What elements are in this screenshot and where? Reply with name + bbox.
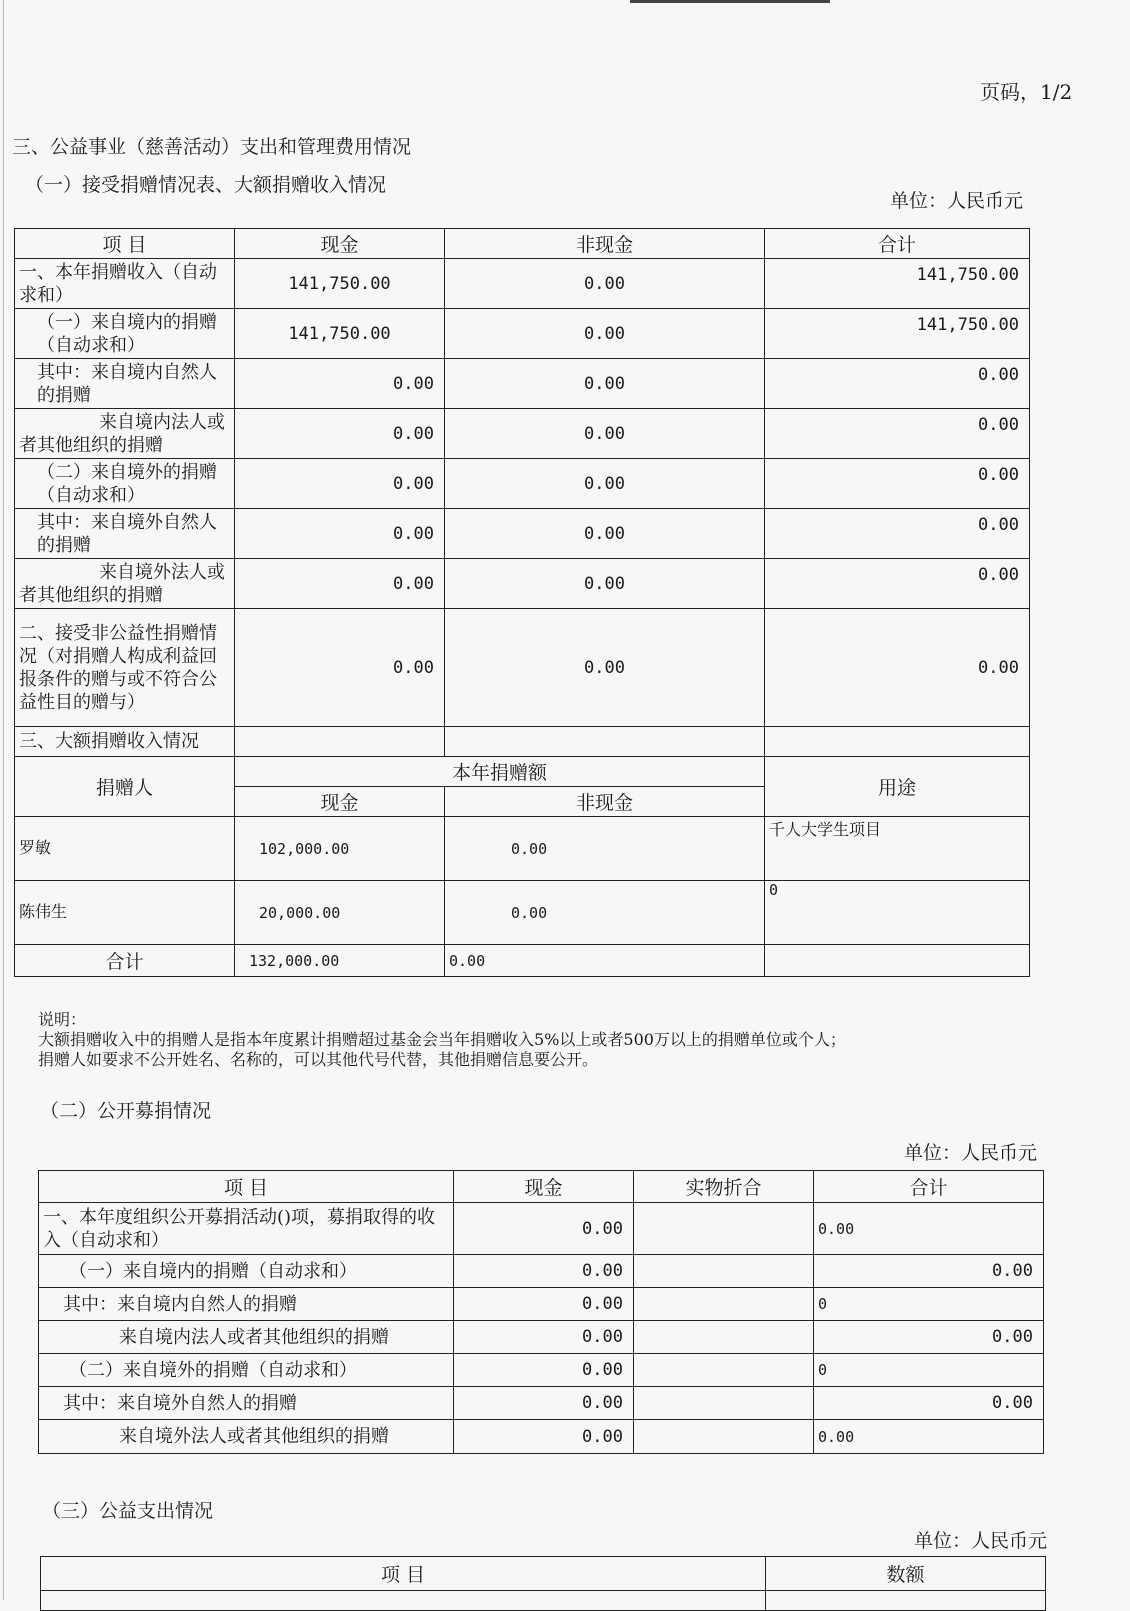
cell-noncash: 0.00 xyxy=(445,509,765,559)
cell-total: 0.00 xyxy=(814,1203,1044,1255)
header-item: 项 目 xyxy=(15,229,235,259)
row-label: 来自境外法人或者其他组织的捐赠 xyxy=(15,559,235,609)
donor-cash: 102,000.00 xyxy=(235,817,445,881)
cell-noncash: 0.00 xyxy=(445,459,765,509)
cell-total: 141,750.00 xyxy=(765,309,1030,359)
cell-noncash: 0.00 xyxy=(445,409,765,459)
cell-inkind xyxy=(634,1387,814,1420)
header-amount: 本年捐赠额 xyxy=(235,757,765,787)
cell-total: 0 xyxy=(814,1354,1044,1387)
sum-label: 合计 xyxy=(15,945,235,977)
subsection-2-title: （二）公开募捐情况 xyxy=(40,1100,212,1122)
row-label: 其中：来自境外自然人的捐赠 xyxy=(39,1387,454,1420)
header-item: 项 目 xyxy=(39,1171,454,1203)
cell-cash: 0.00 xyxy=(235,509,445,559)
cell-cash: 0.00 xyxy=(235,459,445,509)
cell-cash: 0.00 xyxy=(454,1420,634,1454)
cell-cash: 0.00 xyxy=(235,559,445,609)
cell-total: 0.00 xyxy=(765,409,1030,459)
cell-cash: 0.00 xyxy=(235,609,445,727)
cell-noncash: 0.00 xyxy=(445,259,765,309)
cell-cash: 0.00 xyxy=(454,1288,634,1321)
row-label: （二）来自境外的捐赠（自动求和） xyxy=(15,459,235,509)
note-line-1: 大额捐赠收入中的捐赠人是指本年度累计捐赠超过基金会当年捐赠收入5%以上或者500万以上的捐赠单位或个人； xyxy=(38,1030,846,1049)
subsection-1-title: （一）接受捐赠情况表、大额捐赠收入情况 xyxy=(25,174,387,196)
public-fundraising-table xyxy=(38,1170,1044,1454)
cell-cash: 0.00 xyxy=(454,1354,634,1387)
empty-cell xyxy=(41,1591,766,1611)
cell-cash: 0.00 xyxy=(454,1321,634,1354)
row-label: （一）来自境内的捐赠（自动求和） xyxy=(39,1255,454,1288)
cell-cash: 0.00 xyxy=(235,359,445,409)
header-donor: 捐赠人 xyxy=(15,757,235,817)
cell-total: 0.00 xyxy=(765,559,1030,609)
cell-inkind xyxy=(634,1203,814,1255)
row-label: 其中：来自境外自然人的捐赠 xyxy=(15,509,235,559)
row-label: 一、本年捐赠收入（自动求和） xyxy=(15,259,235,309)
row-label: 一、本年度组织公开募捐活动()项，募捐取得的收入（自动求和） xyxy=(39,1203,454,1255)
donation-income-table xyxy=(14,228,1030,977)
section-title: 三、公益事业（慈善活动）支出和管理费用情况 xyxy=(12,136,412,158)
note-block xyxy=(38,1010,846,1070)
cell-inkind xyxy=(634,1420,814,1454)
header-donor-noncash: 非现金 xyxy=(445,787,765,817)
cell-cash: 0.00 xyxy=(454,1387,634,1420)
header-amount: 数额 xyxy=(766,1557,1046,1591)
subsection-3-title: （三）公益支出情况 xyxy=(42,1500,214,1522)
cell-noncash: 0.00 xyxy=(445,359,765,409)
unit-label-3: 单位：人民币元 xyxy=(914,1530,1048,1552)
cell-inkind xyxy=(634,1255,814,1288)
page-number: 页码，1/2 xyxy=(980,80,1073,104)
header-inkind: 实物折合 xyxy=(634,1171,814,1203)
row-label: 来自境内法人或者其他组织的捐赠 xyxy=(15,409,235,459)
note-title: 说明： xyxy=(38,1010,87,1029)
header-total: 合计 xyxy=(814,1171,1044,1203)
cell-total: 0.00 xyxy=(765,359,1030,409)
donor-cash: 20,000.00 xyxy=(235,881,445,945)
row-label: 其中：来自境内自然人的捐赠 xyxy=(15,359,235,409)
unit-label-1: 单位：人民币元 xyxy=(890,190,1024,212)
empty-cell xyxy=(765,727,1030,757)
cell-inkind xyxy=(634,1354,814,1387)
sum-cash: 132,000.00 xyxy=(235,945,445,977)
cell-inkind xyxy=(634,1288,814,1321)
empty-cell xyxy=(766,1591,1046,1611)
donor-noncash: 0.00 xyxy=(445,817,765,881)
cell-total: 0.00 xyxy=(765,459,1030,509)
cell-cash: 0.00 xyxy=(454,1255,634,1288)
cell-cash: 0.00 xyxy=(235,409,445,459)
cell-cash: 0.00 xyxy=(454,1203,634,1255)
donor-name: 陈伟生 xyxy=(15,881,235,945)
header-item: 项 目 xyxy=(41,1557,766,1591)
cell-total: 0.00 xyxy=(814,1255,1044,1288)
cell-inkind xyxy=(634,1321,814,1354)
header-purpose: 用途 xyxy=(765,757,1030,817)
donor-purpose: 千人大学生项目 xyxy=(765,817,1030,881)
cell-total: 141,750.00 xyxy=(765,259,1030,309)
scan-left-edge xyxy=(3,0,4,1600)
cell-total: 0 xyxy=(814,1288,1044,1321)
empty-cell xyxy=(235,727,445,757)
header-cash: 现金 xyxy=(235,229,445,259)
note-line-2: 捐赠人如要求不公开姓名、名称的，可以其他代号代替，其他捐赠信息要公开。 xyxy=(38,1050,599,1069)
row-label: （二）来自境外的捐赠（自动求和） xyxy=(39,1354,454,1387)
row-label: 来自境内法人或者其他组织的捐赠 xyxy=(39,1321,454,1354)
donor-name: 罗敏 xyxy=(15,817,235,881)
row-label: 其中：来自境内自然人的捐赠 xyxy=(39,1288,454,1321)
cell-total: 0.00 xyxy=(765,509,1030,559)
header-cash: 现金 xyxy=(454,1171,634,1203)
header-donor-cash: 现金 xyxy=(235,787,445,817)
donor-purpose: 0 xyxy=(765,881,1030,945)
cell-noncash: 0.00 xyxy=(445,309,765,359)
row-label: 二、接受非公益性捐赠情况（对捐赠人构成利益回报条件的赠与或不符合公益性目的赠与） xyxy=(15,609,235,727)
large-donation-title: 三、大额捐赠收入情况 xyxy=(15,727,235,757)
empty-cell xyxy=(445,727,765,757)
header-noncash: 非现金 xyxy=(445,229,765,259)
unit-label-2: 单位：人民币元 xyxy=(904,1142,1038,1164)
row-label: （一）来自境内的捐赠（自动求和） xyxy=(15,309,235,359)
cell-total: 0.00 xyxy=(814,1420,1044,1454)
public-welfare-expenditure-table xyxy=(40,1556,1046,1611)
header-total: 合计 xyxy=(765,229,1030,259)
cell-total: 0.00 xyxy=(814,1387,1044,1420)
row-label: 来自境外法人或者其他组织的捐赠 xyxy=(39,1420,454,1454)
scan-top-edge xyxy=(630,0,830,3)
cell-total: 0.00 xyxy=(814,1321,1044,1354)
cell-noncash: 0.00 xyxy=(445,559,765,609)
cell-cash: 141,750.00 xyxy=(235,309,445,359)
cell-total: 0.00 xyxy=(765,609,1030,727)
empty-cell xyxy=(765,945,1030,977)
sum-noncash: 0.00 xyxy=(445,945,765,977)
cell-noncash: 0.00 xyxy=(445,609,765,727)
donor-noncash: 0.00 xyxy=(445,881,765,945)
cell-cash: 141,750.00 xyxy=(235,259,445,309)
